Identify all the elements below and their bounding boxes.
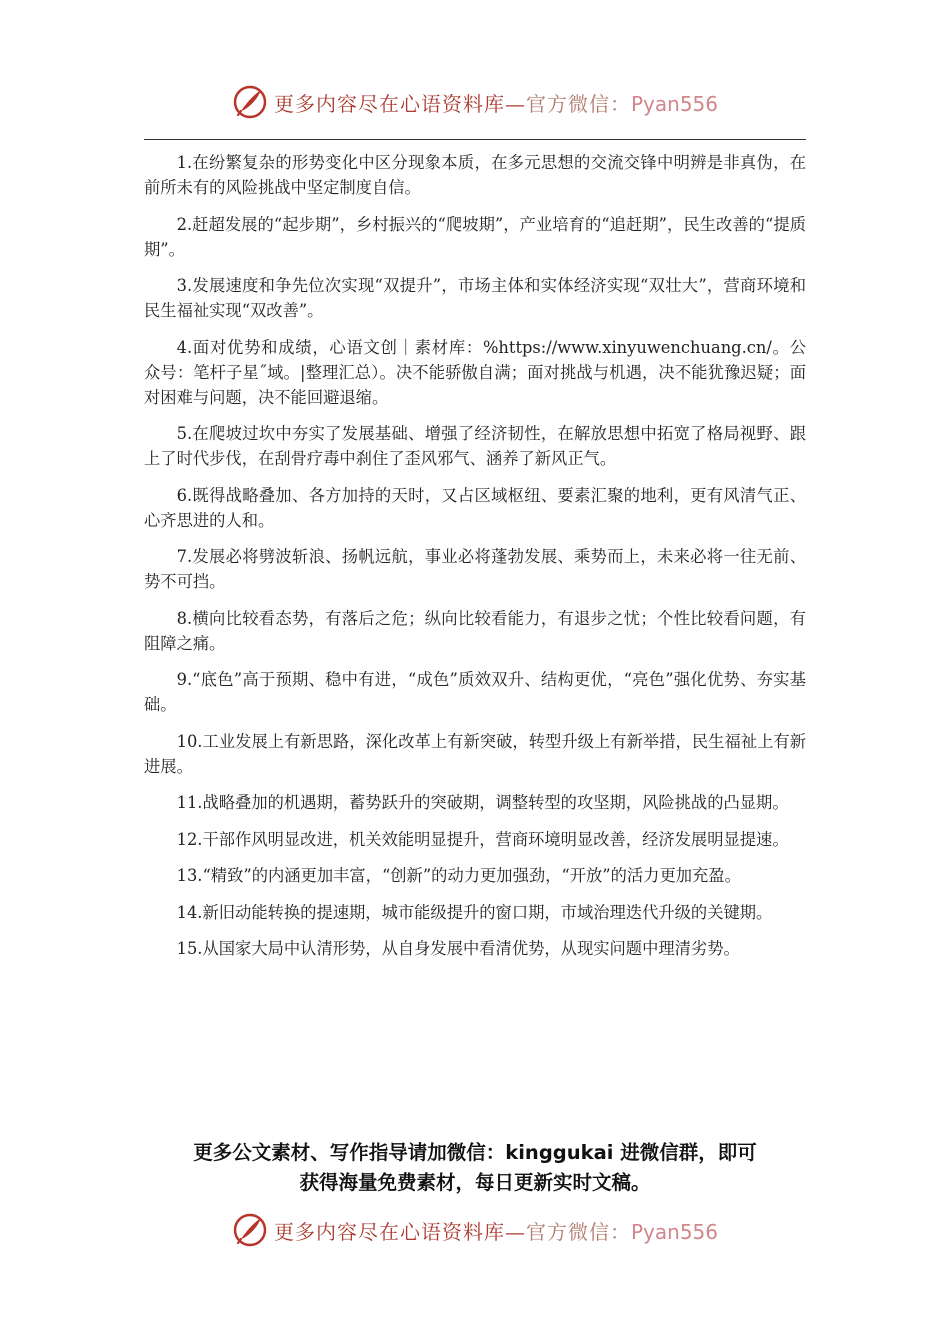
quill-pen-logo-icon	[232, 1212, 268, 1248]
paragraph-14: 14.新旧动能转换的提速期，城市能级提升的窗口期，市域治理迭代升级的关键期。	[176, 902, 773, 922]
paragraph-11: 11.战略叠加的机遇期，蓄势跃升的突破期，调整转型的攻坚期，风险挑战的凸显期。	[176, 793, 789, 812]
paragraph-7: 7.发展必将劈波斩浪、扬帆远航，事业必将蓬勃发展、乘势而上，未来必将一往无前、势不可挡。	[144, 547, 806, 591]
paragraph-4: 4.面对优势和成绩，心语文创｜素材库：%https://www.xinyuwenchuang.cn/。公众号：笔杆子星˝域。|整理汇总）。决不能骄傲自满；面对挑战与机遇，决不能犹豫迟疑；面对困难与问题，决不能回避退缩。	[144, 337, 806, 407]
paragraph-8: 8.横向比较看态势，有落后之危；纵向比较看能力，有退步之忧；个性比较看问题，有阻障之痛。	[144, 608, 806, 653]
paragraph-13: 13.“精致”的内涵更加丰富，“创新”的动力更加强劲，“开放”的活力更加充盈。	[176, 866, 741, 885]
paragraph-15: 15.从国家大局中认清形势，从自身发展中看清优势，从现实问题中理清劣势。	[176, 939, 740, 958]
header-banner-text: 更多内容尽在心语资料库—官方微信：Pyan556	[273, 91, 718, 116]
paragraph-10: 10.工业发展上有新思路，深化改革上有新突破，转型升级上有新举措，民生福祉上有新进展。	[144, 731, 806, 776]
paragraph-1: 1.在纷繁复杂的形势变化中区分现象本质，在多元思想的交流交锋中明辨是非真伪，在前所未有的风险挑战中坚定制度自信。	[144, 153, 806, 197]
paragraph-6: 6.既得战略叠加、各方加持的天时，又占区域枢纽、要素汇聚的地利，更有风清气正、心齐思进的人和。	[144, 485, 806, 530]
header-banner	[0, 80, 950, 124]
paragraph-9: 9.“底色”高于预期、稳中有进，“成色”质效双升、结构更优，“亮色”强化优势、夯实基础。	[144, 670, 806, 714]
wechat-id: Pyan556	[630, 1219, 718, 1244]
wechat-id: Pyan556	[630, 91, 718, 116]
paragraph-12: 12.干部作风明显改进，机关效能明显提升，营商环境明显改善，经济发展明显提速。	[176, 829, 789, 849]
footer-promo-line-1: 更多公文素材、写作指导请加微信：kinggukai 进微信群，即可	[193, 1141, 757, 1164]
footer-promo-note	[130, 1138, 820, 1198]
footer-banner	[0, 1208, 950, 1252]
document-body	[144, 150, 806, 973]
footer-banner-text: 更多内容尽在心语资料库—官方微信：Pyan556	[273, 1219, 718, 1244]
paragraph-5: 5.在爬坡过坎中夯实了发展基础、增强了经济韧性，在解放思想中拓宽了格局视野、跟上了时代步伐，在刮骨疗毒中刹住了歪风邪气、涵养了新风正气。	[144, 424, 806, 468]
footer-promo-line-2: 获得海量免费素材，每日更新实时文稿。	[299, 1171, 651, 1194]
quill-pen-logo-icon	[232, 84, 268, 120]
paragraph-3: 3.发展速度和争先位次实现“双提升”，市场主体和实体经济实现“双壮大”，营商环境和民生福祉实现“双改善”。	[144, 276, 806, 320]
header-divider	[144, 139, 806, 140]
paragraph-2: 2.赶超发展的“起步期”，乡村振兴的“爬坡期”，产业培育的“追赶期”，民生改善的“提质期”。	[144, 214, 806, 259]
